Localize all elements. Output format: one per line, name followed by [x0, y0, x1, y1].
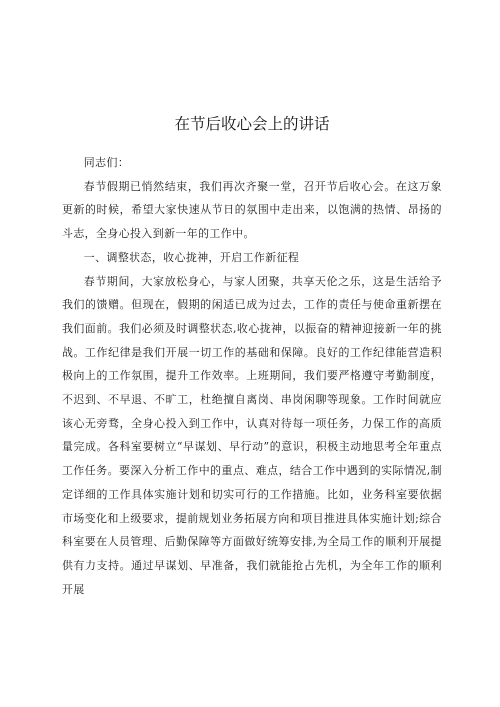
paragraph-section-1: 春节期间，大家放松身心，与家人团聚，共享天伦之乐，这是生活给予我们的馈赠。但现在，假期的闲适已成为过去，工作的责任与使命重新摆在我们面前。我们必须及时调整状态,收心拢神，以振奋的精神迎接新一年的挑战。工作纪律是我们开展一切工作的基础和保障。良好的工作纪律能营造积极向上的工作氛围，提升工作效率。上班期间，我们要严格遵守考勤制度，不迟到、不早退、不旷工，杜绝擅自离岗、串岗闲聊等现象。工作时间就应该心无旁骛，全身心投入到工作中，认真对待每一项任务，力保工作的高质量完成。各科室要树立“早谋划、早行动”的意识，积极主动地思考全年重点工作任务。要深入分析工作中的重点、难点，结合工作中遇到的实际情况,制定详细的工作具体实施计划和切实可行的工作措施。比如，业务科室要依据市场变化和上级要求，提前规划业务拓展方向和项目推进具体实施计划;综合科室要在人员管理、后勤保障等方面做好统筹安排,为全局工作的顺利开展提供有力支持。通过早谋划、早准备，我们就能抢占先机，为全年工作的顺利开展 — [62, 274, 442, 596]
document-title: 在节后收心会上的讲话 — [174, 115, 330, 133]
document-page — [62, 0, 442, 707]
salutation: 同志们： — [83, 156, 130, 169]
paragraph-intro: 春节假期已悄然结束，我们再次齐聚一堂，召开节后收心会。在这万象更新的时候，希望大家快速从节日的氛围中走出来，以饱满的热情、昂扬的斗志，全身心投入到新一年的工作中。 — [62, 179, 442, 241]
section-heading-1: 一、调整状态，收心拢神，开启工作新征程 — [83, 250, 300, 264]
document-body — [62, 151, 442, 601]
